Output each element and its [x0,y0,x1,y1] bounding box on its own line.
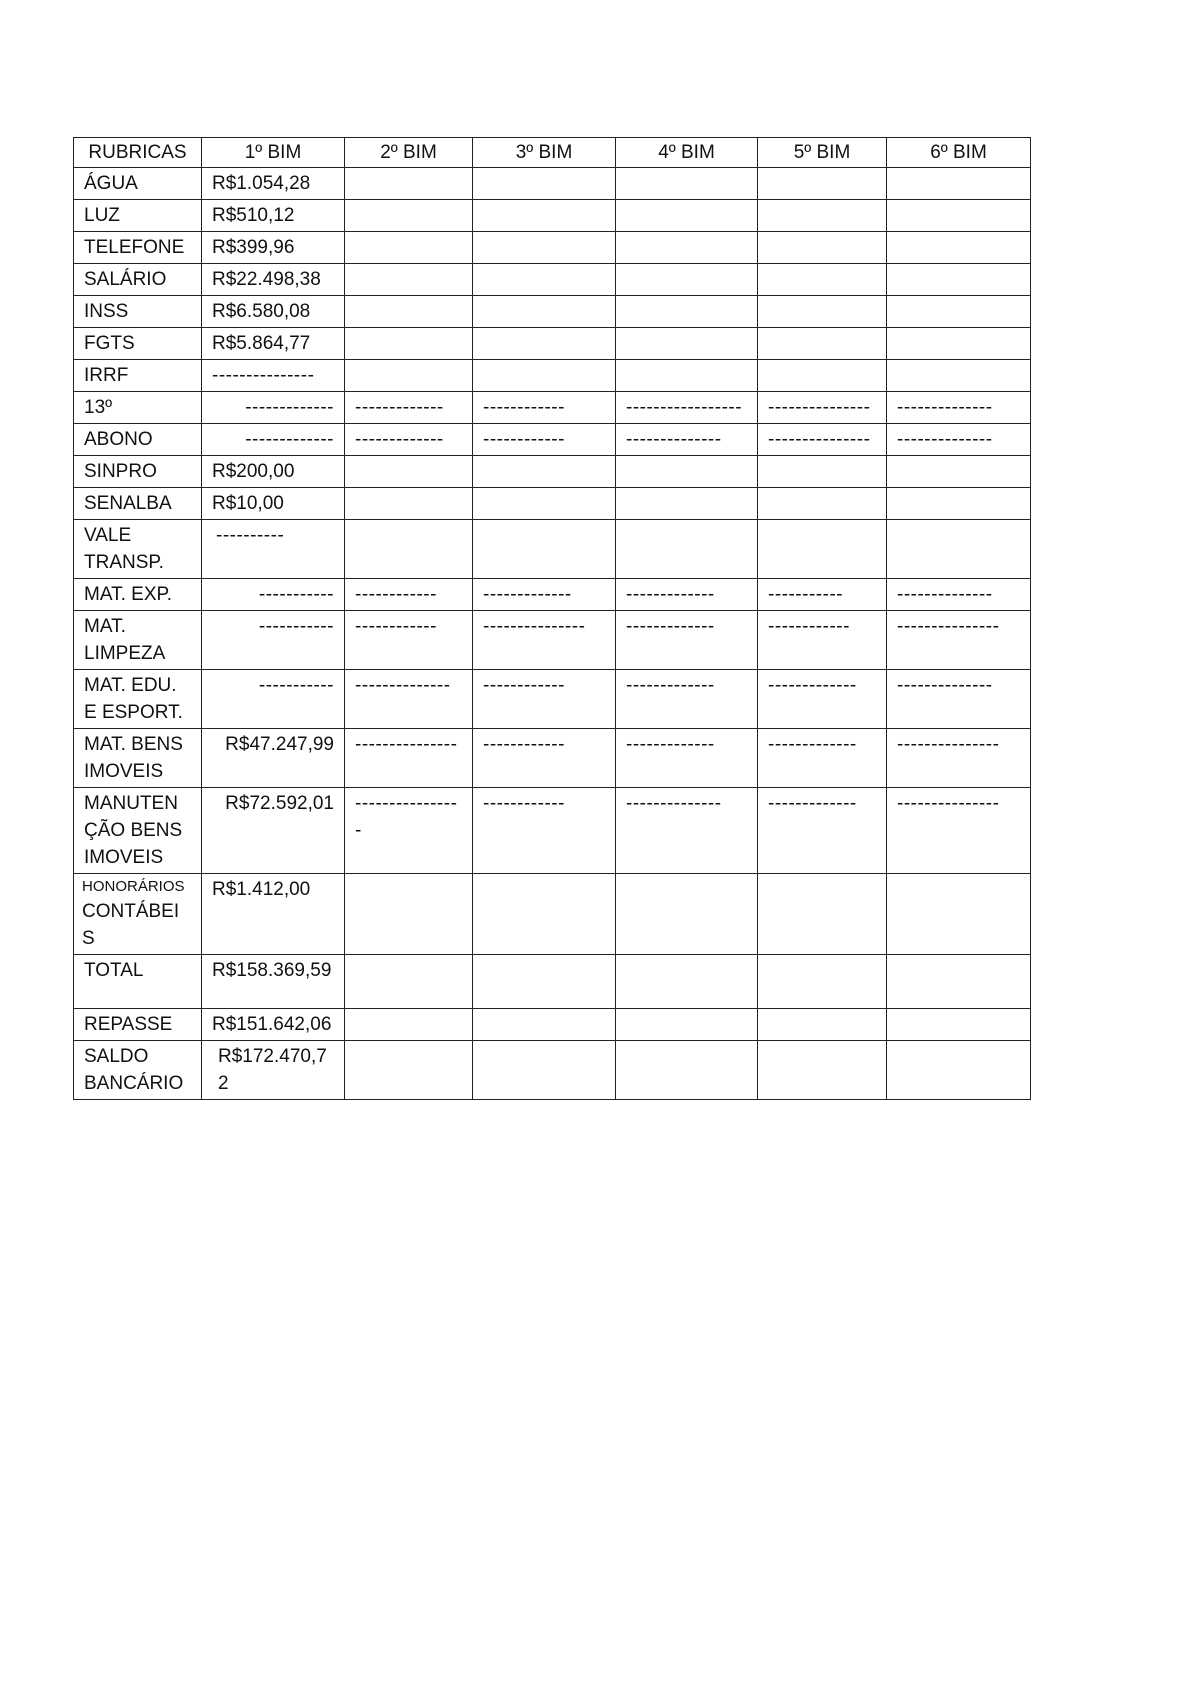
cell-bim-3: ------------ [473,392,616,424]
cell-bim-2: ------------ [345,579,473,611]
cell-bim-4: ------------- [616,611,758,670]
row-label: TOTAL [74,955,202,1009]
cell-bim-4 [616,328,758,360]
row-label: 13º [74,392,202,424]
cell-bim-2: --------------- [345,729,473,788]
header-bim-3: 3º BIM [473,138,616,168]
cell-bim-3 [473,874,616,955]
cell-bim-6 [887,456,1031,488]
cell-bim-4: ------------- [616,670,758,729]
header-bim-1: 1º BIM [202,138,345,168]
row-label: REPASSE [74,1009,202,1041]
cell-bim-1: R$10,00 [202,488,345,520]
cell-bim-1: ---------- [202,520,345,579]
cell-bim-1: R$1.054,28 [202,168,345,200]
header-bim-4: 4º BIM [616,138,758,168]
cell-bim-5: --------------- [758,424,887,456]
table-row [74,200,1031,232]
cell-bim-2 [345,488,473,520]
cell-bim-3: ------------ [473,424,616,456]
cell-bim-6 [887,168,1031,200]
cell-bim-6: -------------- [887,670,1031,729]
cell-bim-4: ----------------- [616,392,758,424]
expense-table [73,137,1031,1100]
cell-bim-2 [345,168,473,200]
cell-bim-6 [887,328,1031,360]
cell-bim-6 [887,520,1031,579]
cell-bim-5 [758,264,887,296]
cell-bim-2: ------------- [345,392,473,424]
cell-bim-1: R$399,96 [202,232,345,264]
cell-bim-1: ----------- [202,611,345,670]
cell-bim-2 [345,955,473,1009]
cell-bim-6: -------------- [887,392,1031,424]
cell-bim-5 [758,520,887,579]
cell-bim-5: ------------ [758,611,887,670]
cell-bim-3 [473,264,616,296]
table-row [74,392,1031,424]
cell-bim-5 [758,955,887,1009]
cell-bim-4: -------------- [616,424,758,456]
cell-bim-2: ---------------- [345,788,473,874]
cell-bim-2: ------------ [345,611,473,670]
row-label: SALDO BANCÁRIO [74,1041,202,1100]
cell-bim-2 [345,328,473,360]
row-label-small: HONORÁRIOS [82,878,185,895]
table-row [74,1041,1031,1100]
table-row [74,874,1031,955]
row-label: IRRF [74,360,202,392]
cell-bim-4 [616,1009,758,1041]
table-row [74,360,1031,392]
table-row [74,488,1031,520]
cell-bim-4 [616,488,758,520]
cell-bim-4: ------------- [616,729,758,788]
table-row [74,328,1031,360]
cell-bim-2 [345,1009,473,1041]
cell-bim-2 [345,360,473,392]
row-label: MAT. LIMPEZA [74,611,202,670]
cell-bim-6 [887,264,1031,296]
cell-bim-3: ------------- [473,579,616,611]
row-label: MAT. EXP. [74,579,202,611]
table-row [74,788,1031,874]
cell-bim-3: --------------- [473,611,616,670]
cell-bim-6 [887,360,1031,392]
cell-bim-4: -------------- [616,788,758,874]
table-row [74,670,1031,729]
cell-bim-4 [616,456,758,488]
row-label: LUZ [74,200,202,232]
table-row [74,579,1031,611]
row-label: SALÁRIO [74,264,202,296]
cell-bim-1: R$172.470,72 [202,1041,345,1100]
cell-bim-1: R$72.592,01 [202,788,345,874]
table-row [74,611,1031,670]
cell-bim-1: R$47.247,99 [202,729,345,788]
cell-bim-2: -------------- [345,670,473,729]
row-label: CONTÁBEIS [82,901,180,949]
table-row [74,424,1031,456]
cell-bim-5 [758,1009,887,1041]
table-row [74,296,1031,328]
row-label: ABONO [74,424,202,456]
cell-bim-1: ----------- [202,670,345,729]
cell-bim-3 [473,1041,616,1100]
header-bim-6: 6º BIM [887,138,1031,168]
cell-bim-5 [758,296,887,328]
cell-bim-6 [887,200,1031,232]
cell-bim-6 [887,874,1031,955]
cell-bim-1: R$158.369,59 [202,955,345,1009]
cell-bim-5: ------------- [758,729,887,788]
table-row [74,955,1031,1009]
row-label: FGTS [74,328,202,360]
cell-bim-3: ------------ [473,729,616,788]
header-rubricas: RUBRICAS [74,138,202,168]
cell-bim-5 [758,874,887,955]
cell-bim-2 [345,296,473,328]
cell-bim-1: R$200,00 [202,456,345,488]
cell-bim-3 [473,360,616,392]
table-row [74,729,1031,788]
cell-bim-3 [473,200,616,232]
cell-bim-6 [887,1041,1031,1100]
row-label-cell [74,874,202,955]
cell-bim-1: R$5.864,77 [202,328,345,360]
cell-bim-2 [345,520,473,579]
cell-bim-4 [616,232,758,264]
cell-bim-2 [345,456,473,488]
cell-bim-3: ------------ [473,788,616,874]
cell-bim-4 [616,168,758,200]
cell-bim-5: --------------- [758,392,887,424]
cell-bim-5 [758,456,887,488]
cell-bim-1: R$510,12 [202,200,345,232]
cell-bim-4 [616,520,758,579]
cell-bim-4 [616,955,758,1009]
table-row [74,1009,1031,1041]
cell-bim-3 [473,168,616,200]
cell-bim-4 [616,360,758,392]
cell-bim-6 [887,955,1031,1009]
row-label: MAT. EDU. E ESPORT. [74,670,202,729]
row-label: SENALBA [74,488,202,520]
cell-bim-6 [887,232,1031,264]
cell-bim-1: ----------- [202,579,345,611]
cell-bim-5 [758,328,887,360]
cell-bim-2 [345,1041,473,1100]
table-row [74,520,1031,579]
cell-bim-5 [758,232,887,264]
header-bim-5: 5º BIM [758,138,887,168]
table-row [74,232,1031,264]
cell-bim-3 [473,328,616,360]
cell-bim-6 [887,488,1031,520]
table-row [74,168,1031,200]
cell-bim-4 [616,264,758,296]
cell-bim-2 [345,200,473,232]
cell-bim-2 [345,264,473,296]
cell-bim-5 [758,1041,887,1100]
cell-bim-5 [758,488,887,520]
cell-bim-1: --------------- [202,360,345,392]
row-label: VALE TRANSP. [74,520,202,579]
cell-bim-3 [473,456,616,488]
row-label: ÁGUA [74,168,202,200]
cell-bim-2: ------------- [345,424,473,456]
header-bim-2: 2º BIM [345,138,473,168]
cell-bim-3 [473,232,616,264]
cell-bim-1: R$6.580,08 [202,296,345,328]
table-row [74,264,1031,296]
cell-bim-6: -------------- [887,579,1031,611]
cell-bim-3 [473,520,616,579]
cell-bim-4 [616,874,758,955]
cell-bim-1: R$151.642,06 [202,1009,345,1041]
cell-bim-4 [616,296,758,328]
cell-bim-4: ------------- [616,579,758,611]
cell-bim-3 [473,955,616,1009]
cell-bim-5: ----------- [758,579,887,611]
cell-bim-1: ------------- [202,392,345,424]
row-label: INSS [74,296,202,328]
cell-bim-6 [887,296,1031,328]
cell-bim-3: ------------ [473,670,616,729]
cell-bim-1: R$22.498,38 [202,264,345,296]
cell-bim-5 [758,360,887,392]
cell-bim-4 [616,1041,758,1100]
cell-bim-2 [345,232,473,264]
cell-bim-5 [758,200,887,232]
row-label: TELEFONE [74,232,202,264]
header-row [74,138,1031,168]
table-row [74,456,1031,488]
cell-bim-6: --------------- [887,788,1031,874]
cell-bim-6 [887,1009,1031,1041]
cell-bim-3 [473,1009,616,1041]
cell-bim-5: ------------- [758,788,887,874]
cell-bim-6: --------------- [887,729,1031,788]
cell-bim-1: ------------- [202,424,345,456]
row-label: SINPRO [74,456,202,488]
cell-bim-3 [473,296,616,328]
cell-bim-4 [616,200,758,232]
cell-bim-6: --------------- [887,611,1031,670]
row-label: MANUTENÇÃO BENS IMOVEIS [74,788,202,874]
cell-bim-1: R$1.412,00 [202,874,345,955]
cell-bim-2 [345,874,473,955]
cell-bim-3 [473,488,616,520]
cell-bim-5: ------------- [758,670,887,729]
cell-bim-5 [758,168,887,200]
cell-bim-6: -------------- [887,424,1031,456]
row-label: MAT. BENS IMOVEIS [74,729,202,788]
